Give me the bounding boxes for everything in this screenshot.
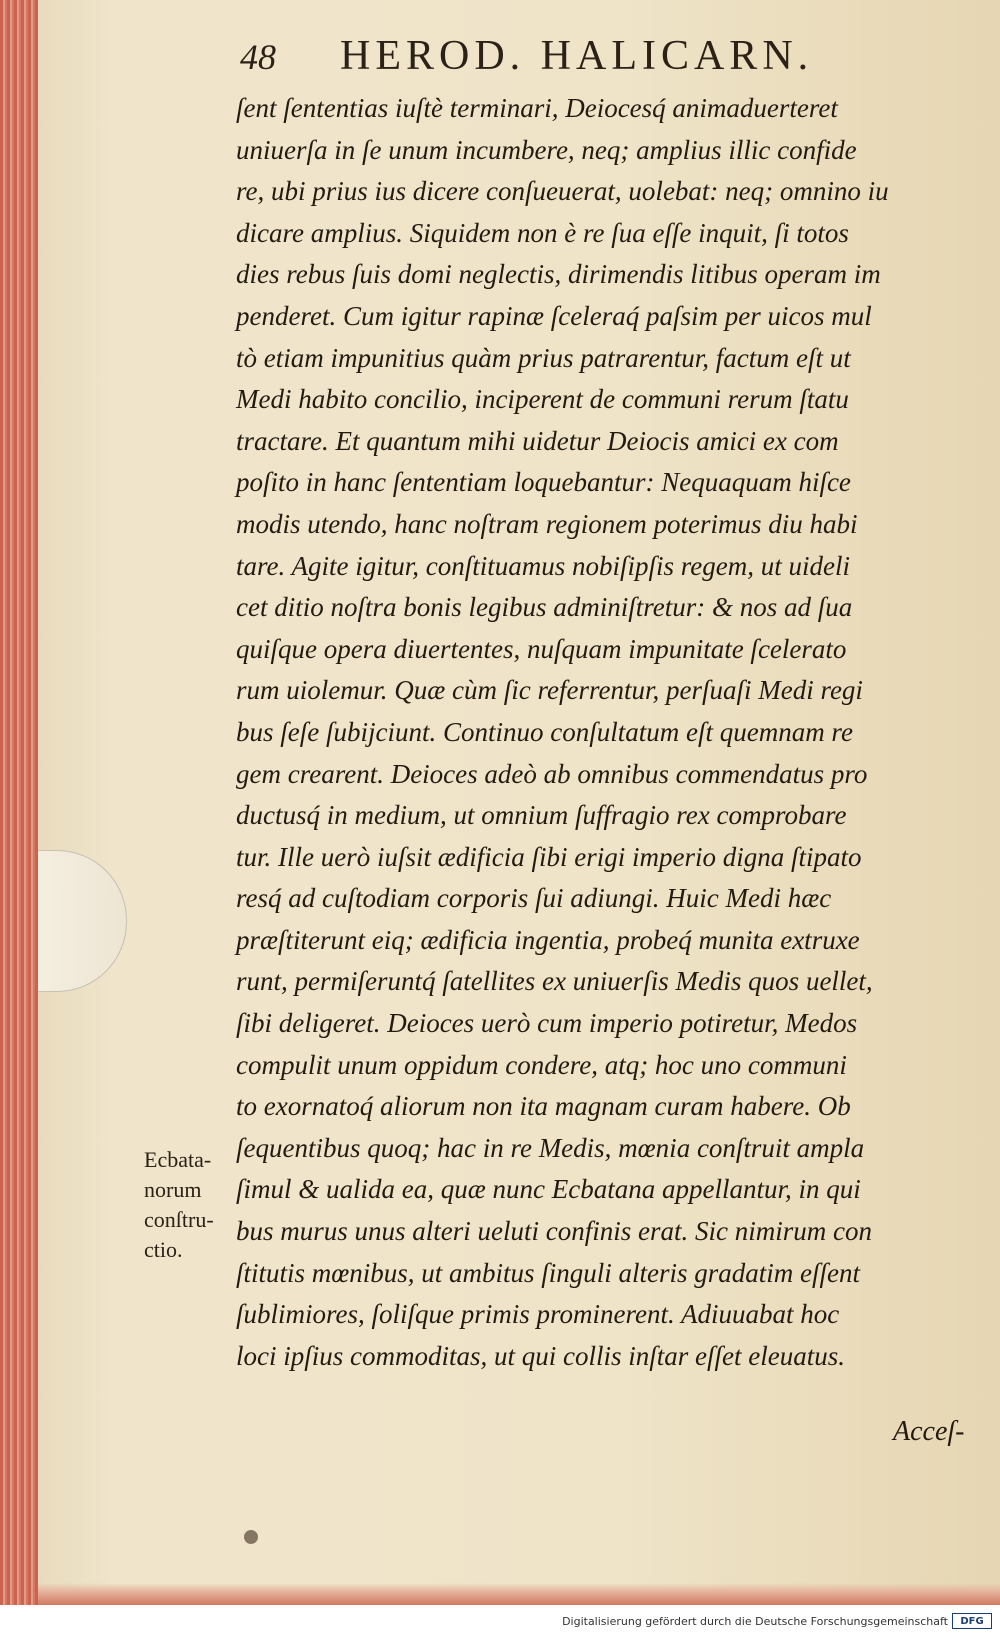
text-line: dicare amplius. Siquidem non è re ſua eſſe inquit, ſi totos (236, 217, 849, 248)
text-line: dies rebus ſuis domi neglectis, dirimendis litibus operam im (236, 259, 881, 290)
text-line: tò etiam impunitius quàm prius patrarentur, factum eſt ut (236, 342, 851, 373)
ink-spot (244, 1530, 258, 1544)
catchword: Acceſ- (893, 1416, 965, 1447)
page-number: 48 (240, 37, 276, 77)
text-line: præſtiterunt eiq; ædificia ingentia, probeq́ munita extruxe (236, 924, 860, 955)
text-line: penderet. Cum igitur rapinæ ſceleraq́ paſsim per uicos mul (236, 300, 872, 331)
text-line: runt, permiſeruntq́ ſatellites ex uniuerſis Medis quos uellet, (236, 966, 873, 997)
body-text (236, 88, 936, 1377)
text-line: tractare. Et quantum mihi uidetur Deiocis amici ex com (236, 425, 839, 456)
text-line: bus murus unus alteri ueluti confinis erat. Sic nimirum con (236, 1216, 872, 1247)
text-line: re, ubi prius ius dicere conſueuerat, uolebat: neq; omnino iu (236, 176, 889, 207)
marginal-line: conſtru- (144, 1207, 214, 1232)
text-line: Medi habito concilio, inciperent de communi rerum ſtatu (236, 384, 849, 415)
text-line: ſtitutis mœnibus, ut ambitus ſinguli alteris gradatim eſſent (236, 1257, 861, 1288)
funding-credit: Digitalisierung gefördert durch die Deutsche Forschungsgemeinschaft (562, 1615, 948, 1628)
text-line: bus ſeſe ſubijciunt. Continuo conſultatum eſt quemnam re (236, 716, 853, 747)
page-edge (0, 0, 40, 1605)
text-line: compulit unum oppidum condere, atq; hoc uno communi (236, 1049, 847, 1080)
text-line: ductusq́ in medium, ut omnium ſuffragio rex comprobare (236, 800, 847, 831)
marginal-line: ctio. (144, 1237, 183, 1262)
text-line: ſublimiores, ſoliſque primis prominerent. Adiuuabat hoc (236, 1299, 840, 1330)
text-line: ſent ſententias iuſtè terminari, Deiocesq́ animaduerteret (236, 93, 838, 123)
footer-bar (0, 1605, 1000, 1639)
text-line: to exornatoq́ aliorum non ita magnam curam habere. Ob (236, 1091, 851, 1122)
marginal-note (144, 1145, 214, 1265)
running-header (240, 30, 900, 80)
marginal-line: norum (144, 1177, 202, 1202)
page-clip (38, 850, 127, 992)
text-line: tur. Ille uerò iuſsit ædificia ſibi erigi imperio digna ſtipato (236, 841, 862, 872)
text-line: quiſque opera diuertentes, nuſquam impunitate ſcelerato (236, 633, 847, 664)
text-line: tare. Agite igitur, conſtituamus nobiſipſis regem, ut uideli (236, 550, 850, 581)
text-line: modis utendo, hanc noſtram regionem poterimus diu habi (236, 508, 858, 539)
marginal-line: Ecbata- (144, 1147, 212, 1172)
text-line: resq́ ad cuſtodiam corporis ſui adiungi. Huic Medi hæc (236, 883, 832, 914)
text-line: ſibi deligeret. Deioces uerò cum imperio potiretur, Medos (236, 1008, 858, 1039)
text-line: gem crearent. Deioces adeò ab omnibus commendatus pro (236, 758, 868, 789)
running-head-title: HEROD. HALICARN. (340, 33, 814, 79)
text-line: uniuerſa in ſe unum incumbere, neq; amplius illic confide (236, 134, 857, 165)
dfg-logo: DFG (952, 1613, 992, 1629)
text-line: ſequentibus quoq; hac in re Medis, mœnia conſtruit ampla (236, 1132, 865, 1163)
text-line: loci ipſius commoditas, ut qui collis inſtar eſſet eleuatus. (236, 1340, 845, 1371)
text-line: ſimul & ualida ea, quæ nunc Ecbatana appellantur, in qui (236, 1174, 861, 1205)
text-line: cet ditio noſtra bonis legibus adminiſtretur: & nos ad ſua (236, 592, 853, 623)
text-line: rum uiolemur. Quæ cùm ſic referrentur, perſuaſi Medi regi (236, 675, 863, 706)
text-line: poſito in hanc ſententiam loquebantur: Nequaquam hiſce (236, 467, 851, 498)
